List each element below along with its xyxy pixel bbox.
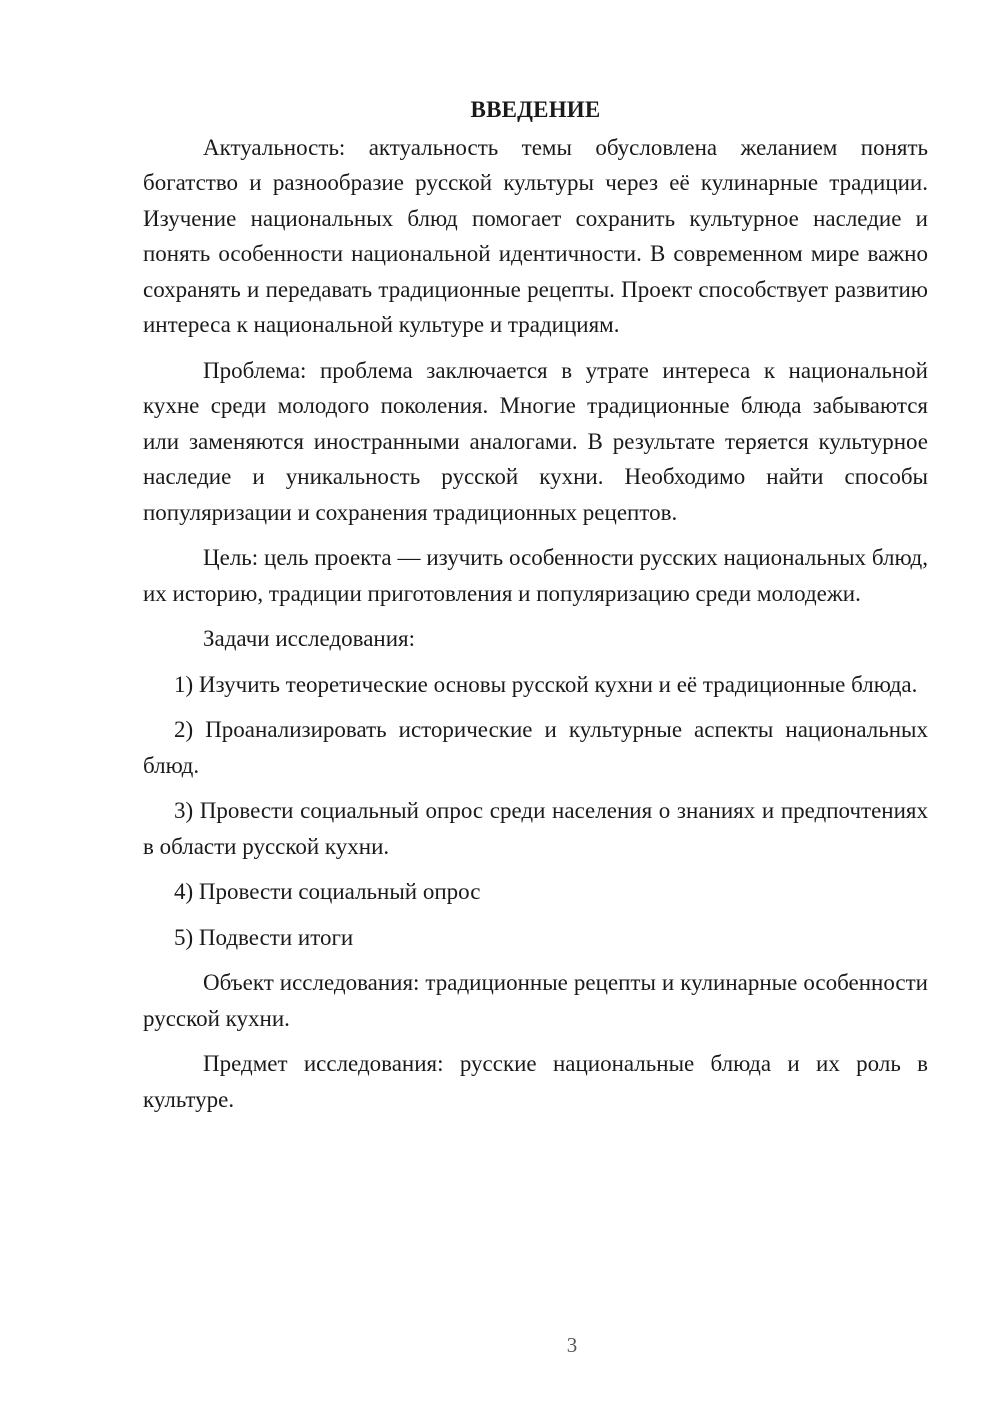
- tasks-heading: Задачи исследования:: [203, 626, 416, 651]
- section-title: ВВЕДЕНИЕ: [470, 97, 601, 122]
- paragraph-relevance: Актуальность: актуальность темы обусловлена желанием понять богатство и разнообразие русской культуры через её кулинарные традиции. Изучение национальных блюд помогает сохранить культурное наследие и понять особенности национальной идентичности. В современном мире важно сохранять и передавать традиционные рецепты. Проект способствует развитию интереса к национальной культуре и традициям.: [143, 134, 928, 337]
- paragraph-subject: Предмет исследования: русские национальные блюда и их роль в культуре.: [143, 1051, 928, 1112]
- task-item-2: 2) Проанализировать исторические и культурные аспекты национальных блюд.: [143, 717, 928, 778]
- paragraph-object: Объект исследования: традиционные рецепты и кулинарные особенности русской кухни.: [143, 970, 928, 1031]
- page-number: 3: [566, 1333, 578, 1357]
- paragraph-problem: Проблема: проблема заключается в утрате интереса к национальной кухне среди молодого поколения. Многие традиционные блюда забываются или заменяются иностранными аналогами. В результате теряется культурное наследие и уникальность русской кухни. Необходимо найти способы популяризации и сохранения традиционных рецептов.: [143, 357, 928, 525]
- task-item-3: 3) Провести социальный опрос среди населения о знаниях и предпочтениях в области русской кухни.: [143, 798, 928, 859]
- paragraph-goal: Цель: цель проекта — изучить особенности русских национальных блюд, их историю, традиции приготовления и популяризацию среди молодежи.: [143, 545, 928, 606]
- task-item-5: 5) Подвести итоги: [174, 924, 354, 950]
- task-item-4: 4) Провести социальный опрос: [174, 879, 481, 904]
- task-item-1: 1) Изучить теоретические основы русской кухни и её традиционные блюда.: [174, 671, 918, 697]
- page-content: [143, 92, 928, 1127]
